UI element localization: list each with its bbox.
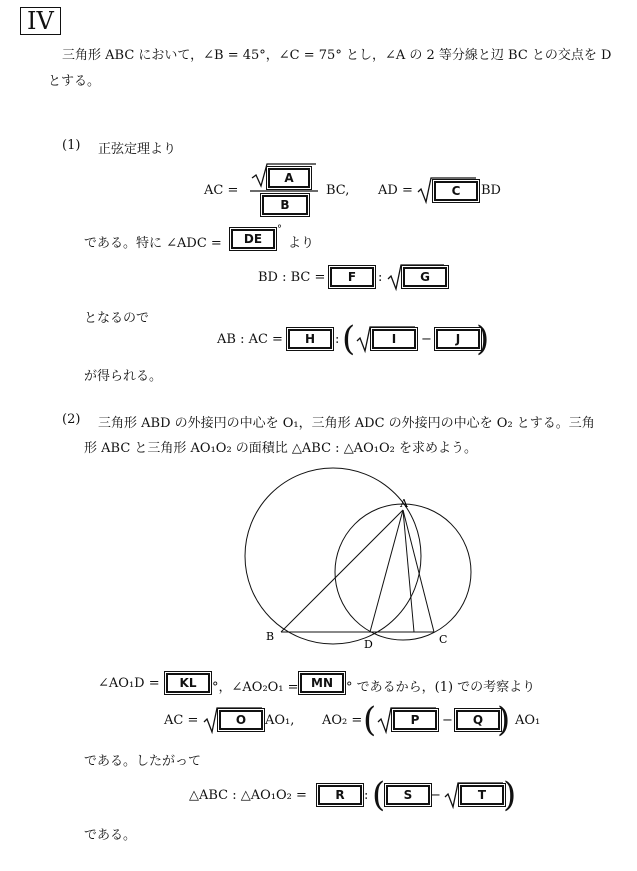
answer-box-O[interactable]: O [219,710,263,730]
part1-lead: 正弦定理より [98,142,177,157]
section-heading: IV [20,7,61,35]
answer-box-S[interactable]: S [386,785,430,805]
angle-ao2o1-lhs: °，∠AO₂O₁ = [212,680,299,695]
segment-AB [281,510,403,632]
bdbc-lhs: BD : BC = [258,270,326,285]
open-paren-2: ( [363,700,377,740]
segment-AC [403,510,434,632]
part2-line1: 三角形 ABD の外接円の中心を O₁，三角形 ADC の外接円の中心を O₂ とする。三角 [98,416,595,431]
part2-line2: 形 ABC と三角形 AO₁O₂ の面積比 △ABC : △AO₁O₂ を求めよう。 [84,441,477,456]
angle-ao1d-lhs: ∠AO₁D = [98,676,160,691]
ratio-lhs: △ABC : △AO₁O₂ = [189,788,307,803]
adc-text: である。特に ∠ADC = [84,236,222,251]
open-paren-3: ( [372,775,386,815]
close-paren-2: ) [497,700,511,740]
answer-box-I[interactable]: I [372,329,416,349]
answer-box-G[interactable]: G [403,267,447,287]
answer-box-H[interactable]: H [288,329,332,349]
abac-lhs: AB : AC = [217,332,283,347]
answer-box-J[interactable]: J [436,329,480,349]
answer-box-KL[interactable]: KL [166,673,210,693]
segment-AD [370,510,403,632]
ac-rhs: BC, [326,183,350,198]
ratio-colon: : [364,788,369,803]
answer-box-A[interactable]: A [268,168,310,188]
ad-rhs: BD [481,183,501,198]
answer-box-F[interactable]: F [330,267,374,287]
angle-tail: ° であるから，(1) での考察より [346,680,536,695]
label-A: A [400,497,408,510]
minus-sign-2: − [442,713,453,728]
tonaru-text: となるので [84,311,150,326]
ao2-lhs: AO₂ = [322,713,363,728]
ac2-tail: AO₁, [265,713,295,728]
answer-box-MN[interactable]: MN [300,673,344,693]
label-C: C [439,633,448,646]
circumcircle-ABD [245,468,421,644]
shitagatte-text: である。したがって [84,754,202,769]
part2-number: (2) [62,412,81,427]
abac-colon: : [335,332,340,347]
intro-line-2: とする。 [48,74,101,89]
answer-box-C[interactable]: C [434,181,478,201]
ao2-tail: AO₁ [515,713,541,728]
intro-line-1: 三角形 ABC において，∠B = 45°，∠C = 75° とし，∠A の 2 等分線と辺 BC との交点を D [62,48,612,63]
bdbc-colon: : [378,270,383,285]
minus-sign-3: − [430,788,441,803]
answer-box-B[interactable]: B [262,195,308,215]
label-B: B [266,630,275,643]
ad-lhs: AD = [378,183,413,198]
dearu-text: である。 [84,828,137,843]
circumcircle-ADC [335,504,471,640]
adc-tail: より [288,236,315,251]
degree-mark: ° [277,224,282,235]
minus-sign: − [421,332,432,347]
answer-box-P[interactable]: P [393,710,437,730]
answer-box-DE[interactable]: DE [231,229,275,249]
geometry-figure [220,458,480,658]
close-paren-3: ) [503,775,517,815]
close-paren: ) [476,319,490,359]
answer-box-Q[interactable]: Q [456,710,500,730]
segment-inner [403,510,414,632]
label-D: D [364,638,373,651]
ac2-lhs: AC = [164,713,199,728]
answer-box-R[interactable]: R [318,785,362,805]
gaeru-text: が得られる。 [84,369,163,384]
answer-box-T[interactable]: T [460,785,504,805]
part1-number: (1) [62,138,81,153]
open-paren: ( [342,319,356,359]
ac-lhs: AC = [204,183,239,198]
